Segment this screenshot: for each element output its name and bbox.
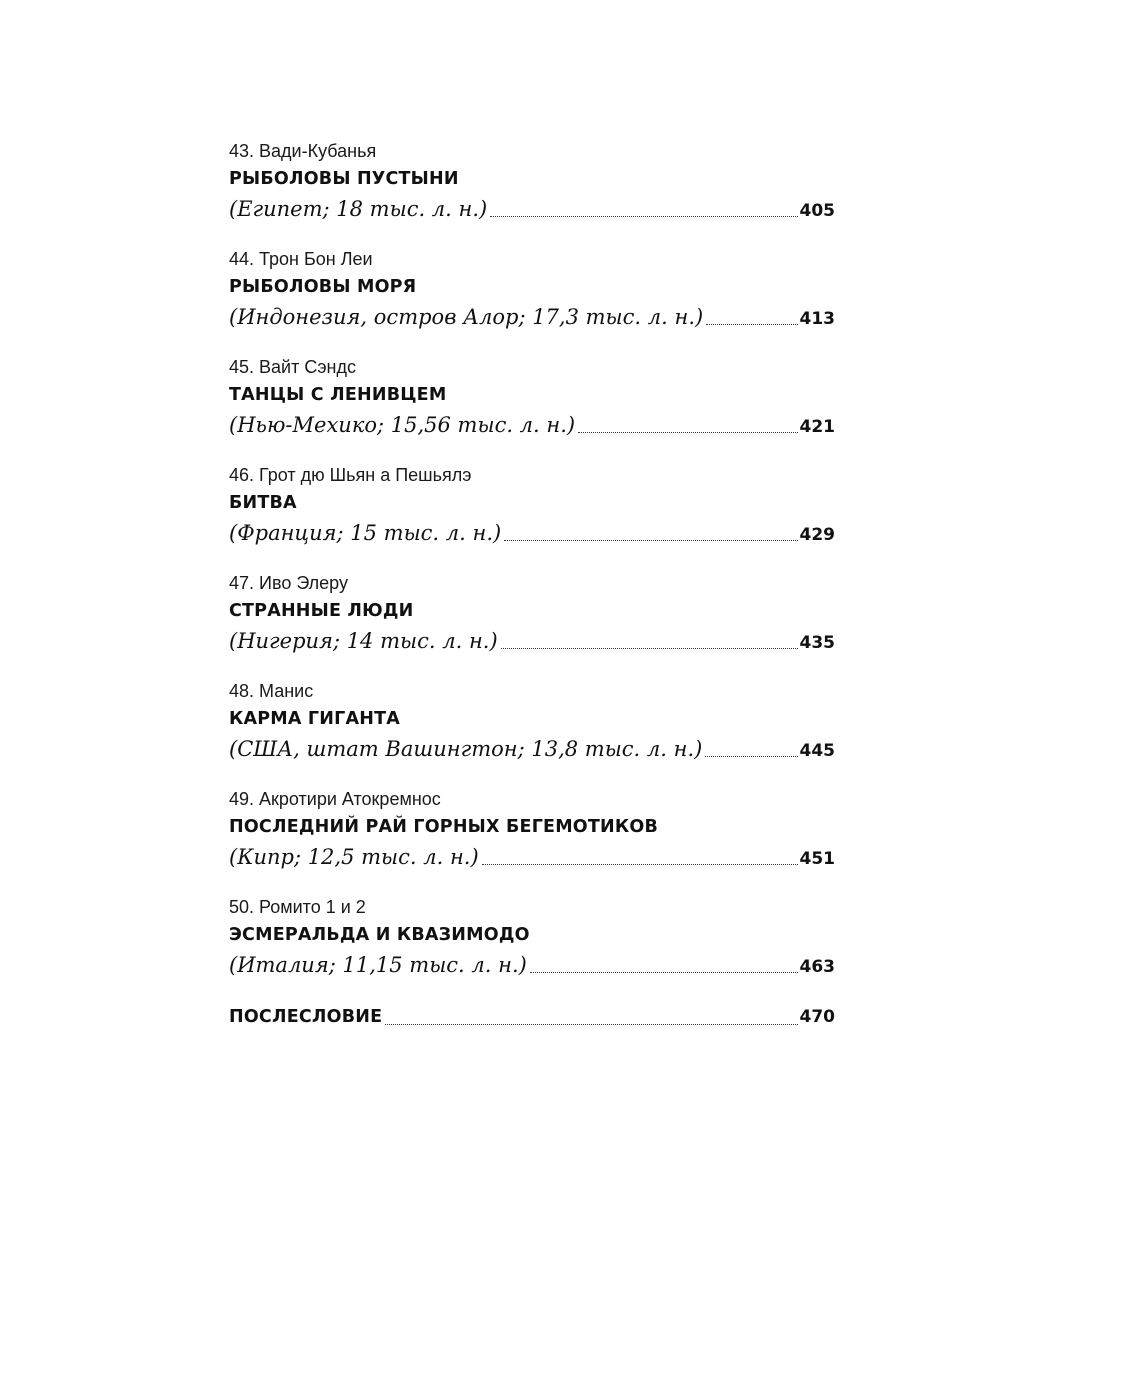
- toc-entry-44: [229, 246, 835, 332]
- entry-subtitle: (Франция; 15 тыс. л. н.): [229, 521, 502, 545]
- entry-site-name: 44. Трон Бон Леи: [229, 249, 373, 269]
- entry-subtitle: (Египет; 18 тыс. л. н.): [229, 197, 488, 221]
- toc-entry-45: [229, 354, 835, 440]
- entry-site-name: 48. Манис: [229, 681, 314, 701]
- page-number: 405: [799, 201, 835, 221]
- toc-entry-afterword: [229, 1002, 835, 1032]
- entry-subtitle-line: [229, 194, 835, 224]
- entry-subtitle-line: [229, 842, 835, 872]
- entry-site-name: 46. Грот дю Шьян а Пешьялэ: [229, 465, 472, 485]
- entry-subtitle-line: [229, 410, 835, 440]
- entry-title: РЫБОЛОВЫ ПУСТЫНИ: [229, 169, 459, 189]
- dot-leader: [490, 216, 797, 217]
- entry-subtitle: (Индонезия, остров Алор; 17,3 тыс. л. н.): [229, 305, 704, 329]
- dot-leader: [504, 540, 797, 541]
- page-number: 421: [799, 417, 835, 437]
- dot-leader: [482, 864, 798, 865]
- entry-title: КАРМА ГИГАНТА: [229, 709, 400, 729]
- dot-leader: [705, 756, 797, 757]
- entry-site-name: 50. Ромито 1 и 2: [229, 897, 366, 917]
- toc-entry-46: [229, 462, 835, 548]
- entry-subtitle-line: [229, 734, 835, 764]
- entry-title: ПОСЛЕДНИЙ РАЙ ГОРНЫХ БЕГЕМОТИКОВ: [229, 817, 658, 837]
- entry-subtitle: (Нью-Мехико; 15,56 тыс. л. н.): [229, 413, 576, 437]
- table-of-contents: [229, 138, 835, 1032]
- entry-subtitle: (Нигерия; 14 тыс. л. н.): [229, 629, 498, 653]
- entry-subtitle: (Кипр; 12,5 тыс. л. н.): [229, 845, 479, 869]
- entry-subtitle-line: [229, 302, 835, 332]
- dot-leader: [501, 648, 798, 649]
- entry-subtitle-line: [229, 626, 835, 656]
- page-number: 445: [799, 741, 835, 761]
- toc-entry-47: [229, 570, 835, 656]
- afterword-title: ПОСЛЕСЛОВИЕ: [229, 1007, 383, 1027]
- page-number: 451: [799, 849, 835, 869]
- entry-site-name: 45. Вайт Сэндс: [229, 357, 356, 377]
- toc-entry-48: [229, 678, 835, 764]
- entry-title: БИТВА: [229, 493, 297, 513]
- page-number: 435: [799, 633, 835, 653]
- entry-subtitle: (США, штат Вашингтон; 13,8 тыс. л. н.): [229, 737, 703, 761]
- entry-site-name: 43. Вади-Кубанья: [229, 141, 377, 161]
- entry-title: ЭСМЕРАЛЬДА И КВАЗИМОДО: [229, 925, 530, 945]
- toc-entry-49: [229, 786, 835, 872]
- dot-leader: [706, 324, 797, 325]
- dot-leader: [385, 1024, 797, 1025]
- dot-leader: [530, 972, 798, 973]
- page-number: 413: [799, 309, 835, 329]
- entry-subtitle-line: [229, 518, 835, 548]
- entry-subtitle-line: [229, 950, 835, 980]
- entry-subtitle: (Италия; 11,15 тыс. л. н.): [229, 953, 527, 977]
- dot-leader: [578, 432, 797, 433]
- page-number: 429: [799, 525, 835, 545]
- page-number: 463: [799, 957, 835, 977]
- entry-title: СТРАННЫЕ ЛЮДИ: [229, 601, 414, 621]
- toc-entry-43: [229, 138, 835, 224]
- entry-site-name: 49. Акротири Атокремнос: [229, 789, 441, 809]
- entry-site-name: 47. Иво Элеру: [229, 573, 348, 593]
- entry-title: ТАНЦЫ С ЛЕНИВЦЕМ: [229, 385, 447, 405]
- toc-entry-50: [229, 894, 835, 980]
- page-number: 470: [799, 1007, 835, 1027]
- entry-title: РЫБОЛОВЫ МОРЯ: [229, 277, 417, 297]
